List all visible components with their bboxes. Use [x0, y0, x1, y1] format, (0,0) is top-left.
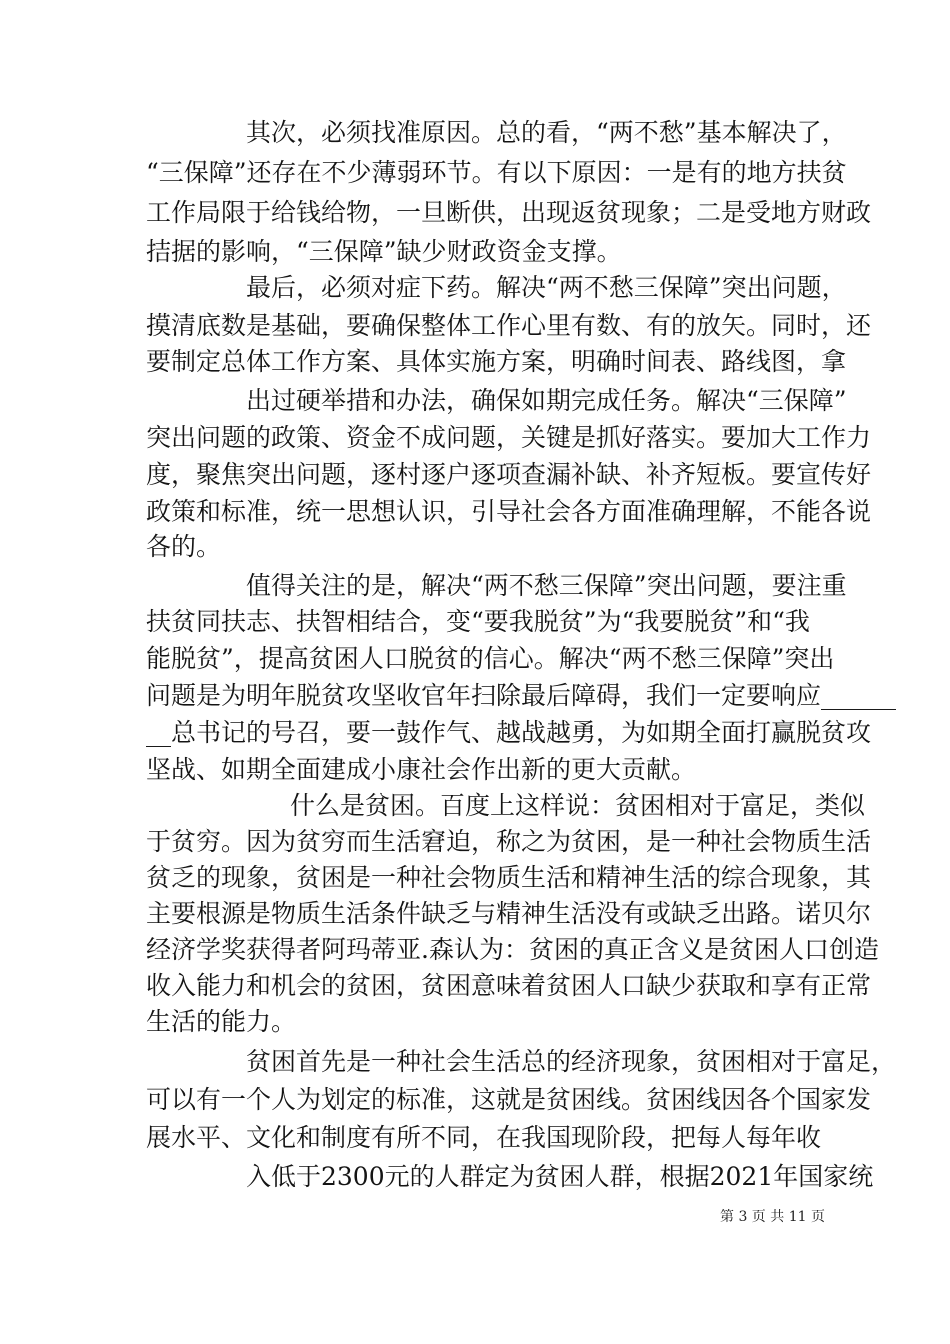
text-line: 工作局限于给钱给物，一旦断供，出现返贫现象；二是受地方财政	[146, 198, 872, 227]
text-line: 其次，必须找准原因。总的看，“两不愁”基本解决了，	[246, 118, 847, 147]
text-line: 贫乏的现象，贫困是一种社会物质生活和精神生活的综合现象，其	[146, 863, 872, 892]
text-line: 值得关注的是，解决“两不愁三保障”突出问题，要注重	[246, 571, 847, 600]
page-number: 第 3 页 共 11 页	[720, 1209, 825, 1225]
text-line: 能脱贫”，提高贫困人口脱贫的信心。解决“两不愁三保障”突出	[146, 644, 835, 673]
text-line: 生活的能力。	[146, 1007, 297, 1036]
text-line: 最后，必须对症下药。解决“两不愁三保障”突出问题，	[246, 273, 847, 302]
text-line: 什么是贫困。百度上这样说：贫困相对于富足，类似	[290, 791, 866, 820]
text-line: 拮据的影响，“三保障”缺少财政资金支撑。	[146, 237, 622, 266]
text-line: 摸清底数是基础，要确保整体工作心里有数、有的放矢。同时，还	[146, 311, 872, 340]
text-line: 各的。	[146, 532, 222, 561]
text-line: 问题是为明年脱贫攻坚收官年扫除最后障碍，我们一定要响应______	[146, 681, 897, 710]
text-line: 于贫穷。因为贫穷而生活窘迫，称之为贫困，是一种社会物质生活	[146, 827, 872, 856]
text-line: 政策和标准，统一思想认识，引导社会各方面准确理解，不能各说	[146, 497, 872, 526]
text-line: 主要根源是物质生活条件缺乏与精神生活没有或缺乏出路。诺贝尔	[146, 899, 872, 928]
text-line: 出过硬举措和办法，确保如期完成任务。解决“三保障”	[246, 386, 847, 415]
text-line: 坚战、如期全面建成小康社会作出新的更大贡献。	[146, 755, 697, 784]
text-line: 经济学奖获得者阿玛蒂亚.森认为：贫困的真正含义是贫困人口创造	[146, 935, 879, 964]
text-line: 扶贫同扶志、扶智相结合，变“要我脱贫”为“我要脱贫”和“我	[146, 607, 810, 636]
text-line: 展水平、文化和制度有所不同，在我国现阶段，把每人每年收	[146, 1123, 822, 1152]
text-line: “三保障”还存在不少薄弱环节。有以下原因：一是有的地方扶贫	[146, 158, 847, 187]
text-line: 突出问题的政策、资金不成问题，关键是抓好落实。要加大工作力	[146, 423, 872, 452]
text-line: 要制定总体工作方案、具体实施方案，明确时间表、路线图，拿	[146, 347, 847, 376]
text-line: 入低于2300元的人群定为贫困人群，根据2021年国家统	[246, 1162, 874, 1191]
text-line: 贫困首先是一种社会生活总的经济现象，贫困相对于富足，	[246, 1047, 897, 1076]
text-line: __总书记的号召，要一鼓作气、越战越勇，为如期全面打赢脱贫攻	[146, 718, 872, 747]
text-line: 可以有一个人为划定的标准，这就是贫困线。贫困线因各个国家发	[146, 1085, 872, 1114]
text-line: 收入能力和机会的贫困，贫困意味着贫困人口缺少获取和享有正常	[146, 971, 872, 1000]
text-line: 度，聚焦突出问题，逐村逐户逐项查漏补缺、补齐短板。要宣传好	[146, 460, 872, 489]
